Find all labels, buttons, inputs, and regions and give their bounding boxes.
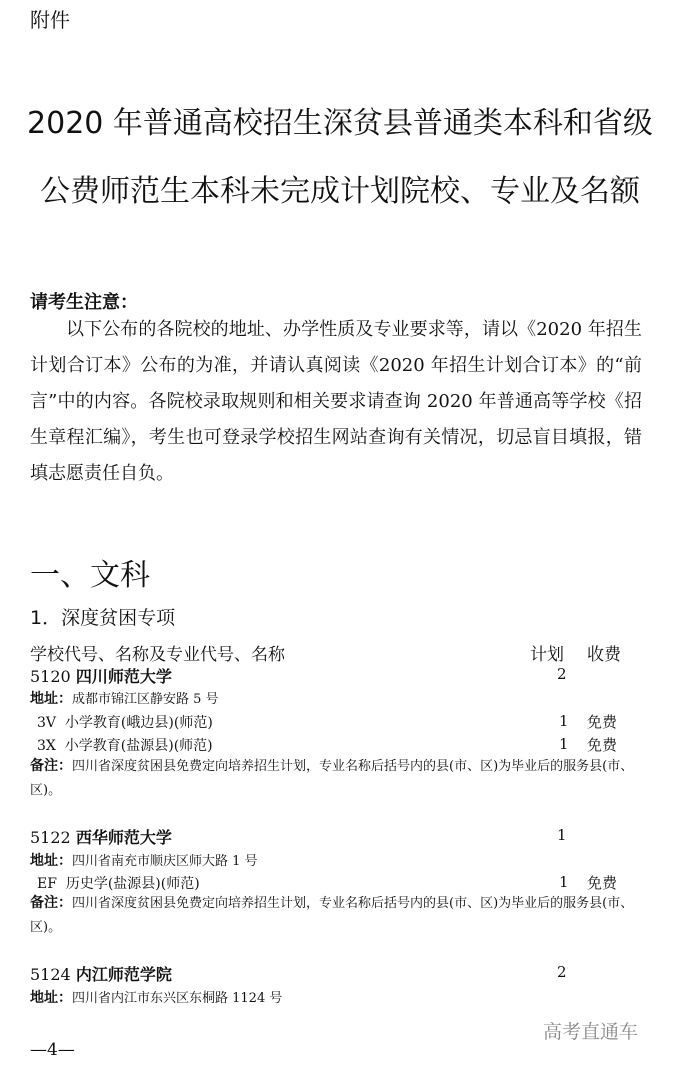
note-text: 四川省深度贫困县免费定向培养招生计划，专业名称后括号内的县(市、区)为毕业后的服务县(市、区)。 xyxy=(30,759,634,798)
header-fee-col: 收费 xyxy=(587,645,621,665)
note-label: 备注： xyxy=(30,895,72,911)
note-text: 四川省深度贫困县免费定向培养招生计划，专业名称后括号内的县(市、区)为毕业后的服务县(市、区)。 xyxy=(30,896,634,935)
school-address xyxy=(30,850,258,870)
header-plan-col: 计划 xyxy=(530,645,564,665)
school-code: 5120 xyxy=(30,667,71,686)
school-address xyxy=(30,987,282,1007)
major-name: 历史学(盐源县)(师范) xyxy=(65,876,200,892)
school-note xyxy=(30,891,650,940)
school-row xyxy=(30,825,172,848)
page-number: —4— xyxy=(30,1040,75,1060)
major-code: 3X xyxy=(37,738,56,754)
school-name: 西华师范大学 xyxy=(75,828,172,847)
subsection-title: 1．深度贫困专项 xyxy=(30,607,176,629)
header-school-col: 学校代号、名称及专业代号、名称 xyxy=(30,645,285,665)
school-address xyxy=(30,688,219,708)
major-row xyxy=(37,873,200,893)
notice-body: 以下公布的各院校的地址、办学性质及专业要求等，请以《2020 年招生计划合订本》公布的为准，并请认真阅读《2020 年招生计划合订本》的“前言”中的内容。各院校录取规则和相关要求请查询 2020 年普通高等学校《招生章程汇编》，考生也可登录学校招生网站查询有关情况，切忌盲目填报，错填志愿责任自负。 xyxy=(30,319,642,484)
major-plan: 1 xyxy=(559,873,569,891)
school-row xyxy=(30,664,172,687)
address-label: 地址： xyxy=(30,691,72,707)
major-name: 小学教育(峨边县)(师范) xyxy=(64,715,213,731)
document-title-line-2: 公费师范生本科未完成计划院校、专业及名额 xyxy=(40,174,640,209)
major-fee: 免费 xyxy=(587,713,618,731)
major-plan: 1 xyxy=(559,712,569,730)
major-plan: 1 xyxy=(559,735,569,753)
note-label: 备注： xyxy=(30,758,72,774)
school-code: 5124 xyxy=(30,965,71,984)
notice-heading: 请考生注意： xyxy=(30,292,138,313)
school-name: 内江师范学院 xyxy=(75,965,172,984)
address-label: 地址： xyxy=(30,853,72,869)
address-value: 四川省南充市顺庆区师大路 1 号 xyxy=(72,854,258,869)
school-name: 四川师范大学 xyxy=(75,667,172,686)
attachment-label: 附件 xyxy=(30,8,70,32)
major-row xyxy=(37,712,213,732)
school-plan: 2 xyxy=(557,963,567,981)
major-fee: 免费 xyxy=(587,736,618,754)
document-title-line-1: 2020 年普通高校招生深贫县普通类本科和省级 xyxy=(27,106,653,141)
address-label: 地址： xyxy=(30,990,72,1006)
school-plan: 2 xyxy=(557,665,567,683)
address-value: 四川省内江市东兴区东桐路 1124 号 xyxy=(72,991,283,1006)
school-code: 5122 xyxy=(30,828,71,847)
major-code: EF xyxy=(37,876,57,892)
watermark: 高考直通车 xyxy=(543,1021,639,1043)
section-title: 一、文科 xyxy=(30,558,150,593)
school-note xyxy=(30,754,650,803)
major-row xyxy=(37,735,213,755)
major-name: 小学教育(盐源县)(师范) xyxy=(64,738,213,754)
major-code: 3V xyxy=(37,715,57,731)
address-value: 成都市锦江区静安路 5 号 xyxy=(72,692,219,707)
major-fee: 免费 xyxy=(587,874,618,892)
school-row xyxy=(30,962,172,985)
school-plan: 1 xyxy=(557,826,567,844)
